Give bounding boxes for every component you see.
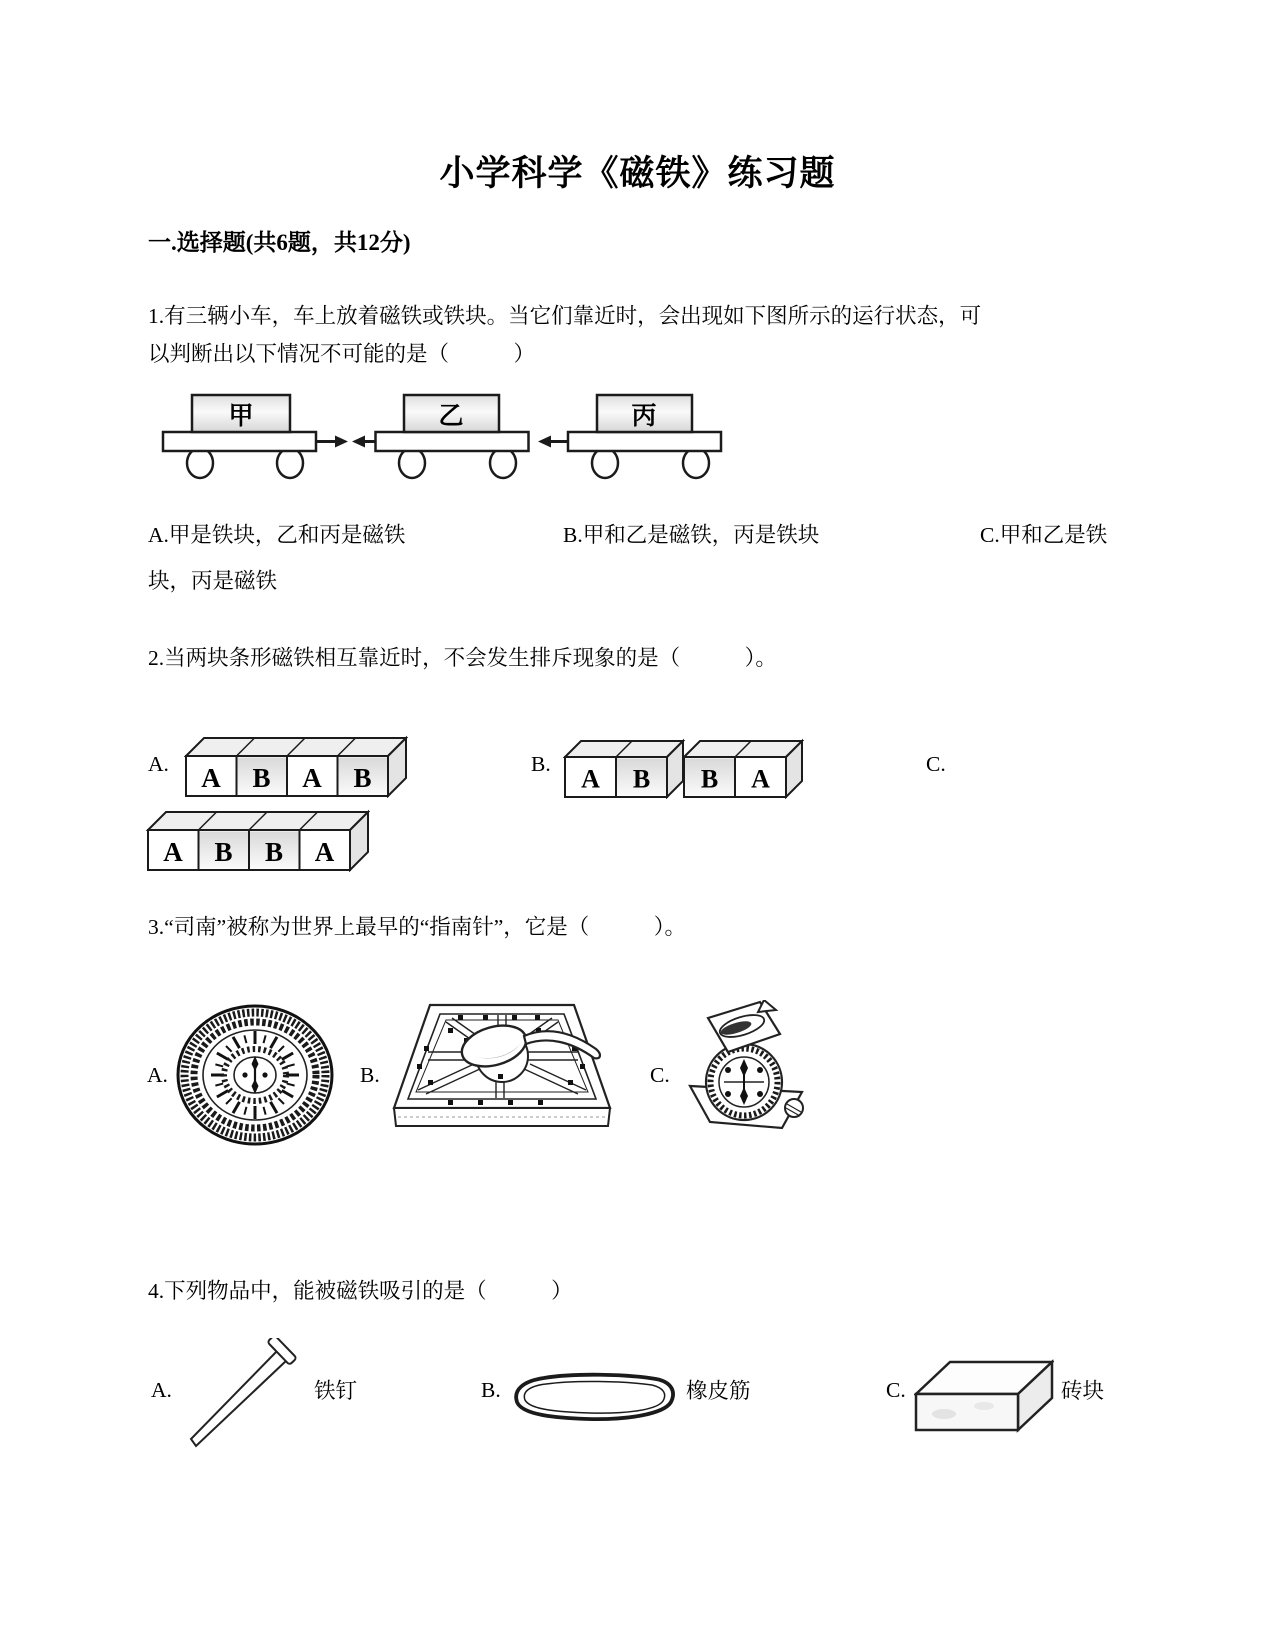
arrow-left-icon [538,436,569,448]
magnet-pole-label: A [201,763,221,793]
magnet-pole-label: B [700,764,719,794]
magnet-pole-label: B [264,837,284,867]
rubber-band-figure [510,1370,680,1424]
cart-label-yi: 乙 [438,403,464,430]
q2-magnet-figure-a [184,734,408,798]
luopan-disk-figure [175,1004,335,1146]
page-title: 小学科学《磁铁》练习题 [439,154,836,193]
q2-option-c-label: C. [926,752,946,776]
q1-text-line2: 以判断出以下情况不可能的是（ ） [148,342,536,366]
iron-nail-figure [180,1338,305,1448]
cart-bing [568,395,721,478]
q4-option-a-label: A. [151,1378,172,1402]
magnet-pole-label: B [353,763,372,793]
q4-option-c-label: C. [886,1378,906,1402]
q2-option-b-label: B. [531,752,551,776]
magnet-pole-label: A [163,837,183,867]
q4-text: 4.下列物品中，能被磁铁吸引的是（ ） [148,1279,573,1303]
magnet-pole-label: A [314,837,335,867]
magnet-pole-label: A [302,763,322,793]
q4-option-b-label: B. [481,1378,501,1402]
q1-carts-figure [160,390,725,482]
magnet-pole-label: B [252,763,271,793]
arrow-right-icon [316,436,348,448]
q3-option-b-label: B. [360,1063,380,1087]
q2-magnet-figure-b-right [682,737,804,799]
sinan-spoon-plate-figure [390,1002,614,1134]
q2-magnet-figure-b-left [563,737,685,799]
q1-option-c: C.甲和乙是铁 [980,523,1108,547]
magnet-pole-label: B [632,764,651,794]
q1-option-b: B.甲和乙是磁铁，丙是铁块 [563,523,820,547]
arrow-left-icon [352,436,376,448]
brick-figure [914,1356,1054,1434]
q2-magnet-figure-c [146,808,370,872]
q2-text: 2.当两块条形磁铁相互靠近时，不会发生排斥现象的是（ ）。 [148,646,777,670]
q3-option-c-label: C. [650,1063,670,1087]
q3-option-a-label: A. [147,1063,168,1087]
modern-compass-figure [680,1000,814,1134]
q1-text-line1: 1.有三辆小车，车上放着磁铁或铁块。当它们靠近时，会出现如下图所示的运行状态，可 [148,304,982,328]
q2-option-a-label: A. [148,752,169,776]
magnet-pole-label: B [214,837,233,867]
magnet-pole-label: A [581,764,600,794]
magnet-pole-label: A [751,764,770,794]
q4-item-c-caption: 砖块 [1061,1379,1105,1403]
q1-option-a: A.甲是铁块，乙和丙是磁铁 [148,523,406,547]
section-heading: 一.选择题(共6题，共12分) [148,230,411,255]
q4-item-a-caption: 铁钉 [314,1379,358,1403]
q3-text: 3.“司南”被称为世界上最早的“指南针”，它是（ ）。 [148,915,687,939]
cart-yi [376,395,529,478]
cart-label-bing: 丙 [631,403,657,430]
cart-label-jia: 甲 [228,403,254,430]
cart-jia [163,395,316,478]
q1-option-c-continued: 块，丙是磁铁 [148,569,278,593]
q4-item-b-caption: 橡皮筋 [686,1379,751,1403]
